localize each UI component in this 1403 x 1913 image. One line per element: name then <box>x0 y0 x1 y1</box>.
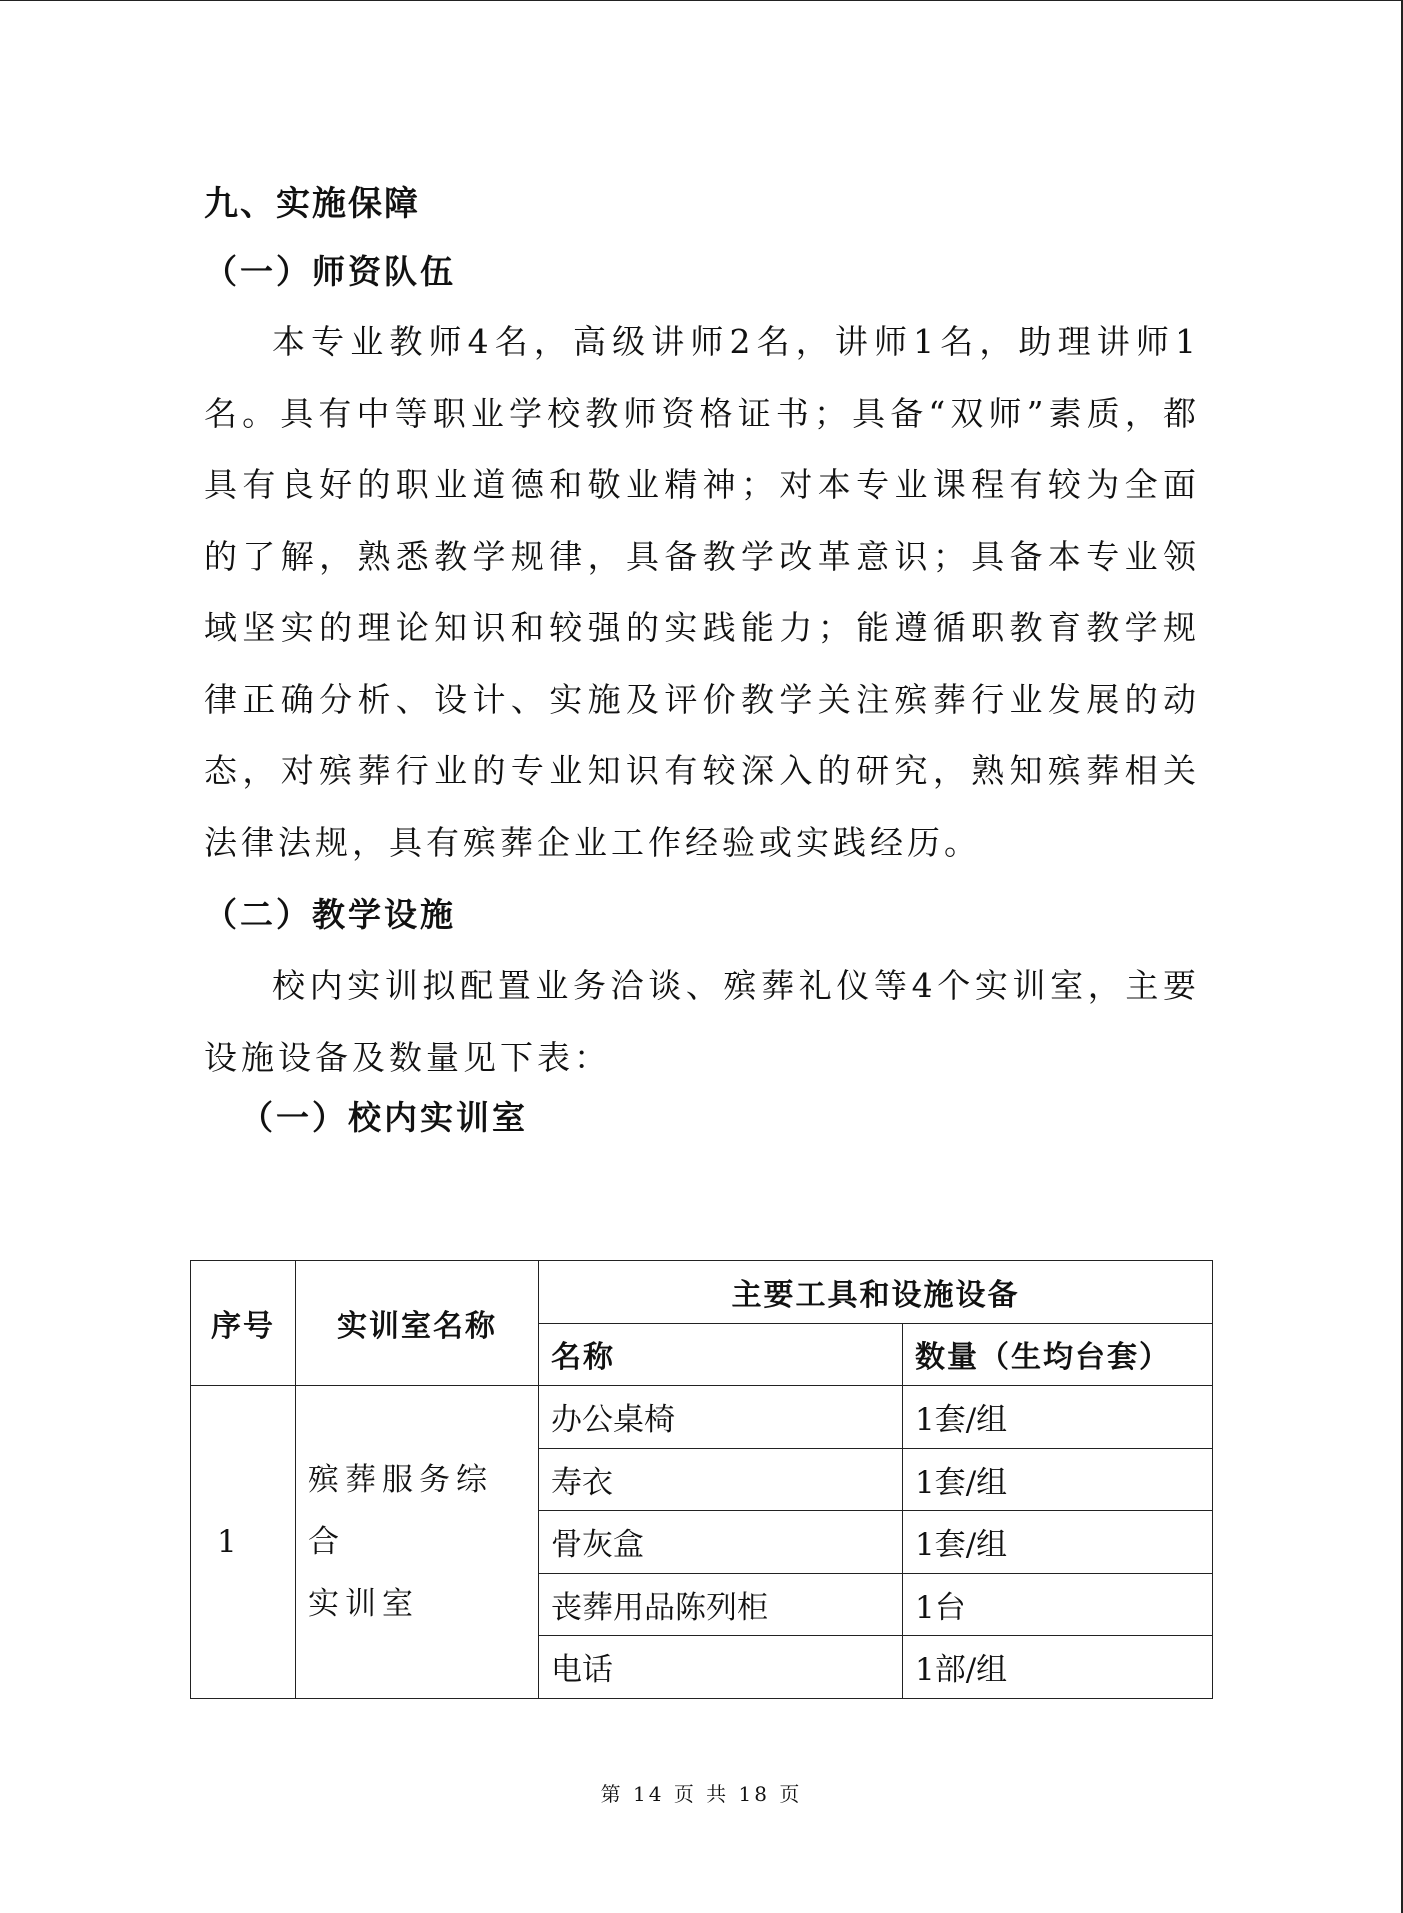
room-seq: 1 <box>191 1386 296 1699</box>
subsection-heading-faculty: （一）师资队伍 <box>204 252 456 291</box>
header-room-name: 实训室名称 <box>296 1261 539 1386</box>
subsection-heading-facilities: （二）教学设施 <box>204 895 456 934</box>
header-quantity: 数量（生均台套） <box>903 1323 1213 1386</box>
table-header-row <box>191 1261 1213 1324</box>
table-title: （一）校内实训室 <box>240 1098 528 1137</box>
header-seq: 序号 <box>191 1261 296 1386</box>
room-name-line-2: 实训室 <box>308 1585 419 1622</box>
faculty-paragraph: 本专业教师4名，高级讲师2名，讲师1名，助理讲师1名。具有中等职业学校教师资格证书；具备“双师”素质，都具有良好的职业道德和敬业精神；对本专业课程有较为全面的了解，熟悉教学规律，具备教学改革意识；具备本专业领域坚实的理论知识和较强的实践能力；能遵循职教育教学规律正确分析、设计、实施及评价教学关注殡葬行业发展的动态，对殡葬行业的专业知识有较深入的研究，熟知殡葬相关法律法规，具有殡葬企业工作经验或实践经历。 <box>204 322 1200 862</box>
header-equipment-name: 名称 <box>539 1323 903 1386</box>
equipment-quantity: 1套/组 <box>903 1511 1213 1574</box>
equipment-name: 寿衣 <box>539 1448 903 1511</box>
facilities-table <box>190 1260 1213 1699</box>
equipment-name: 骨灰盒 <box>539 1511 903 1574</box>
facilities-paragraph: 校内实训拟配置业务洽谈、殡葬礼仪等4个实训室，主要设施设备及数量见下表： <box>204 966 1200 1077</box>
section-title: 九、实施保障 <box>204 184 420 224</box>
equipment-name: 办公桌椅 <box>539 1386 903 1449</box>
room-name-line-1: 殡葬服务综合 <box>308 1461 493 1560</box>
room-name <box>296 1386 539 1699</box>
equipment-name: 丧葬用品陈列柜 <box>539 1573 903 1636</box>
header-equipment-group: 主要工具和设施设备 <box>539 1261 1213 1324</box>
page-footer: 第 14 页 共 18 页 <box>600 1782 803 1806</box>
equipment-name: 电话 <box>539 1636 903 1699</box>
equipment-quantity: 1套/组 <box>903 1386 1213 1449</box>
equipment-quantity: 1部/组 <box>903 1636 1213 1699</box>
equipment-quantity: 1台 <box>903 1573 1213 1636</box>
equipment-quantity: 1套/组 <box>903 1448 1213 1511</box>
table-row <box>191 1386 1213 1449</box>
